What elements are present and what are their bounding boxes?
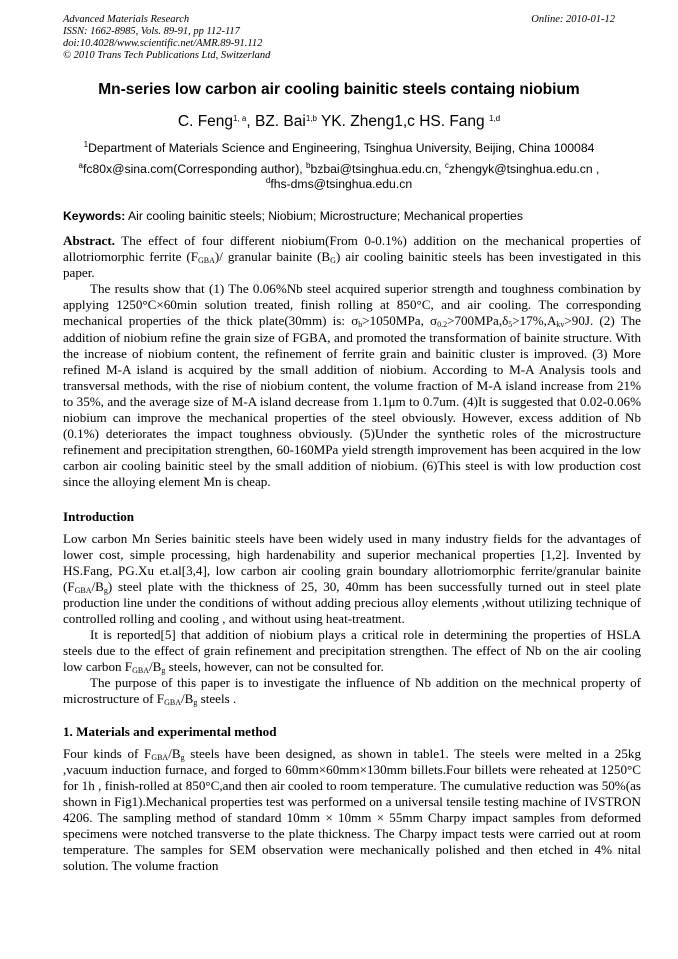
text-segment: Low carbon Mn Series bainitic steels have been widely used in many industry fields for the advantages of lower cost, simple processing, high hardenability and superior mechanical properties [1,2]. Invented by HS.Fang, PG.Xu et.al[3,4], low carbon air cooling grain boundary allotriomorphic ferrite/granular bainite (F [63, 530, 641, 594]
text-segment: >17%,A [512, 313, 557, 329]
text-segment: Department of Materials Science and Engineering, Tsinghua University, Beijing, China 100084 [88, 141, 595, 155]
subscript: GBA [151, 752, 169, 762]
subscript: g [103, 585, 108, 595]
section-heading: 1. Materials and experimental method [63, 723, 277, 739]
abstract-results-paragraph [63, 281, 641, 490]
subscript: GBA [164, 698, 181, 708]
subscript: g [193, 698, 198, 708]
text-segment: ) air cooling bainitic steels has been investigated in this paper. [63, 249, 641, 281]
doi: doi:10.4028/www.scientific.net/AMR.89-91.112 [63, 38, 263, 49]
copyright: © 2010 Trans Tech Publications Ltd, Switzerland [63, 50, 271, 61]
superscript: b [306, 161, 311, 170]
text-segment: fc80x@sina.com(Corresponding author), [83, 162, 307, 176]
journal-name: Advanced Materials Research [63, 14, 190, 25]
superscript: d [265, 176, 271, 185]
text-segment: /B [91, 578, 104, 594]
superscript: c [444, 161, 449, 170]
superscript: 1, a [233, 114, 247, 123]
subscript: g [161, 666, 166, 676]
text-segment: >700MPa,δ [447, 313, 509, 329]
subscript: GBA [198, 256, 215, 266]
superscript: 1,b [305, 114, 317, 123]
subscript: kv [556, 320, 565, 330]
text-segment: Air cooling bainitic steels; Niobium; Microstructure; Mechanical properties [125, 209, 523, 223]
text-segment: zhengyk@tsinghua.edu.cn , [448, 162, 600, 176]
text-segment: steels . [197, 691, 237, 707]
issn: ISSN: 1662-8985, Vols. 89-91, pp 112-117 [63, 26, 240, 37]
online-date: Online: 2010-01-12 [531, 14, 615, 25]
subscript: 5 [508, 320, 513, 330]
text-segment: It is reported[5] that addition of niobium plays a critical role in determining the properties of HSLA steels due to the effect of grain refinement and precipitation strengthen. The effect of Nb on the air cooling low carbon F [63, 627, 641, 675]
text-segment: The results show that (1) The 0.06%Nb steel acquired superior strength and toughness combination by applying 1250°C×60min solution treated, finish rolling at 850°C, and air cooling. The corresponding mechanical properties of the thick plate(30mm) is: σ [63, 281, 641, 329]
text-segment: C. Feng [177, 113, 234, 130]
text-segment: )/ granular bainite (B [214, 249, 331, 265]
text-segment: Four kinds of F [63, 745, 152, 761]
intro-paragraph [63, 531, 641, 628]
text-segment: steels have been designed, as shown in table1. The steels were melted in a 25kg ,vacuum induction furnace, and forged to 60mm×60mm×130mm billets.Four billets were reheated at 1250°C for 1h , finish-rolled at 850°C,and then air cooled to room temperature. The cumulative reduction was 50%(as shown in Fig1).Mechanical properties test was performed on a universal tensile testing machine of IVSTRON 4206. The sampling method of standard 10mm × 10mm × 55mm Charpy impact samples from deformed specimens were notched transverse to the plate thickness. The Charpy impact tests were carried out at room temperature. The samples for SEM observation were mechanically polished and then etched in 4% nital solution. The volume fraction [63, 745, 641, 874]
text-segment: ) steel plate with the thickness of 25, 30, 40mm has been successfully turned out in steel plate production line under the conditions of without adding precious alloy elements ,without utilizing technique of controlled rolling and cooling , and without using heat-treatment. [63, 578, 641, 626]
text-segment: /B [149, 659, 162, 675]
subscript: g [180, 752, 185, 762]
paper-title: Mn-series low carbon air cooling bainitic steels containg niobium [98, 81, 580, 98]
superscript: 1,d [488, 114, 501, 123]
authors [0, 113, 678, 131]
text-segment: fhs-dms@tsinghua.edu.cn [270, 177, 413, 191]
intro-paragraph [63, 627, 641, 675]
text-segment: The effect of four different niobium(From 0-0.1%) addition on the mechanical properties of allotriomorphic ferrite (F [63, 233, 641, 265]
text-segment: bzbai@tsinghua.edu.cn, [310, 162, 445, 176]
abstract-paragraph [63, 233, 641, 281]
affiliation [0, 141, 678, 155]
bold-label: Keywords: [63, 209, 126, 223]
text-segment: >90J. (2) The addition of niobium refine the grain size of FGBA, and promoted the transformation of bainite structure. With the increase of niobium content, the refinement of ferrite grain and bainitic cluster is improved. (3) More refined M-A island is acquired by the small addition of niobium. According to M-A Analysis tools and transversal methods, with the rise of niobium content, the volume fraction of M-A island increase from 21% to 35%, and the average size of M-A island decrease from 1.1μm to 0.7um. (4)It is suggested that 0.02-0.06% niobium can improve the mechanical properties of the steel obviously. However, excess addition of Nb (0.1%) deteriorates the impact toughness obviously. (5)Under the synthetic roles of the microstructure refinement and precipitation strengthen, 60-160MPa yield strength improvement has been acquired in the low carbon air cooling bainitic steel by the small addition of niobium. (6)This steel is with low production cost since the alloying element Mn is cheap. [63, 313, 641, 490]
superscript: 1 [83, 140, 89, 149]
subscript: 0.2 [437, 320, 448, 330]
superscript: a [78, 161, 83, 170]
text-segment: steels, however, can not be consulted for. [165, 659, 384, 675]
bold-label: Abstract. [63, 233, 115, 248]
subscript: GBA [132, 666, 149, 676]
intro-paragraph [63, 675, 641, 707]
introduction-heading: Introduction [63, 508, 135, 524]
author-emails [0, 162, 678, 192]
keywords [63, 209, 523, 223]
text-segment: , BZ. Bai [246, 113, 306, 130]
text-segment: The purpose of this paper is to investigate the influence of Nb addition on the mechnical property of microstructure of F [63, 675, 641, 707]
text-segment: /B [180, 691, 194, 707]
subscript: b [358, 320, 363, 330]
text-segment: /B [168, 745, 181, 761]
text-segment: YK. Zheng [316, 113, 395, 130]
methods-paragraph [63, 746, 641, 875]
journal-header [63, 14, 270, 62]
text-segment: HS. Fang [414, 113, 489, 130]
text-segment: 1,c [394, 113, 415, 130]
paper-body [63, 233, 641, 874]
subscript: G [330, 256, 336, 266]
subscript: GBA [74, 585, 92, 595]
text-segment: >1050MPa, σ [362, 313, 438, 329]
